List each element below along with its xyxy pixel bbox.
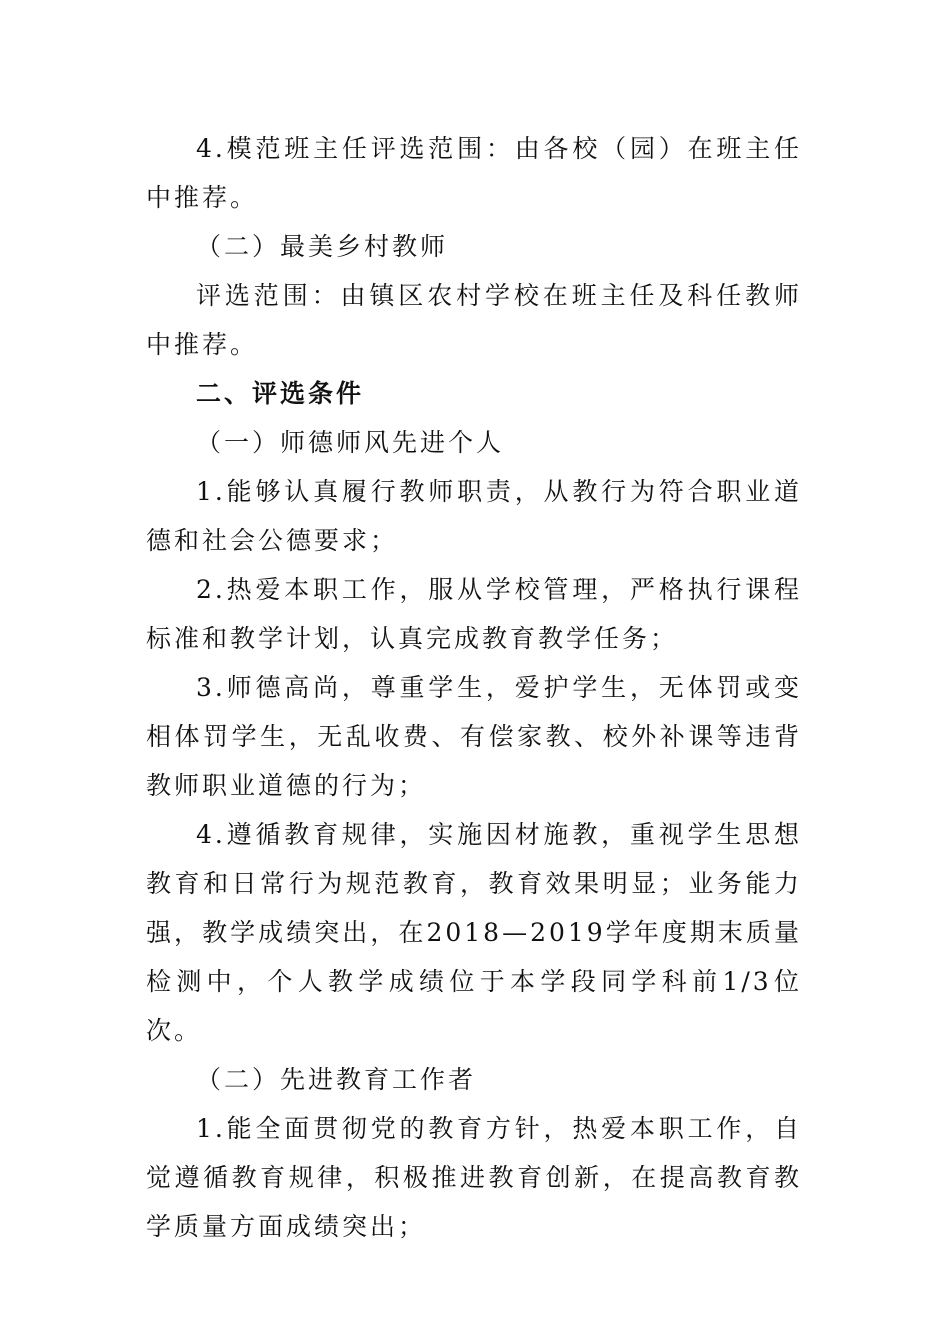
paragraph-rural-teacher-scope: 评选范围：由镇区农村学校在班主任及科任教师中推荐。 <box>146 281 802 359</box>
worker-criteria-item-1: 1.能全面贯彻党的教育方针，热爱本职工作，自觉遵循教育规律，积极推进教育创新，在提高教育教学质量方面成绩突出； <box>146 1114 802 1241</box>
criteria-item-2: 2.热爱本职工作，服从学校管理，严格执行课程标准和教学计划，认真完成教育教学任务； <box>146 575 802 653</box>
document-body <box>146 124 802 1251</box>
criteria-item-4: 4.遵循教育规律，实施因材施教，重视学生思想教育和日常行为规范教育，教育效果明显；业务能力强，教学成绩突出，在2018—2019学年度期末质量检测中，个人教学成绩位于本学段同学科前1/3位次。 <box>146 820 802 1045</box>
criteria-item-3: 3.师德高尚，尊重学生，爱护学生，无体罚或变相体罚学生，无乱收费、有偿家教、校外补课等违背教师职业道德的行为； <box>146 673 802 800</box>
subheading-advanced-worker: （二）先进教育工作者 <box>196 1065 477 1094</box>
subheading-rural-teacher: （二）最美乡村教师 <box>196 232 449 261</box>
subheading-ethics-individual: （一）师德师风先进个人 <box>196 428 505 457</box>
section-heading-criteria: 二、评选条件 <box>196 379 365 408</box>
paragraph-model-head-teacher-scope: 4.模范班主任评选范围：由各校（园）在班主任中推荐。 <box>146 134 802 212</box>
criteria-item-1: 1.能够认真履行教师职责，从教行为符合职业道德和社会公德要求； <box>146 477 802 555</box>
